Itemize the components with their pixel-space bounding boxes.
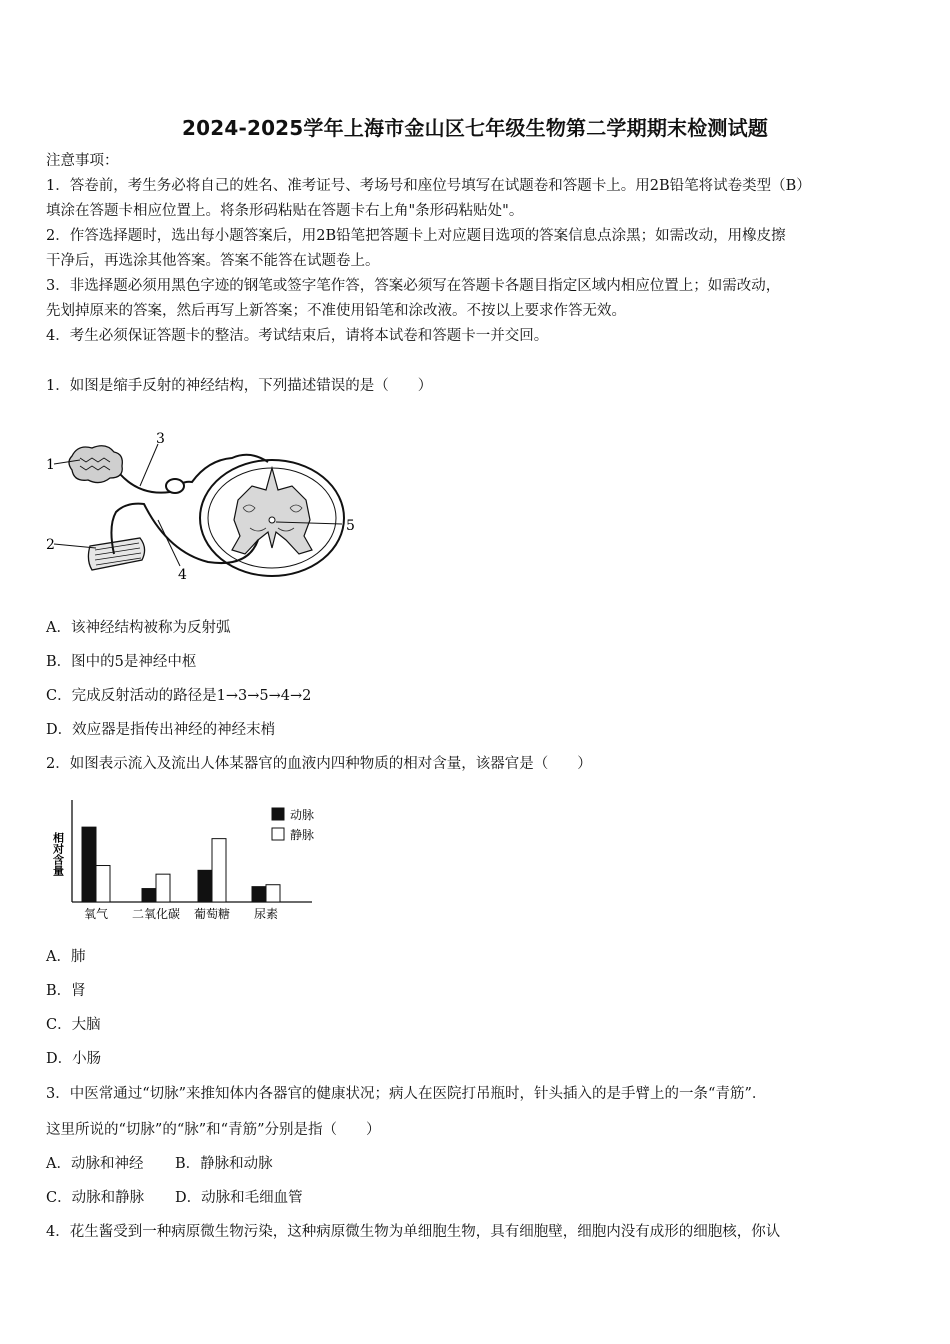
x-tick-label: 尿素 (253, 907, 279, 921)
notice-line: 3．非选择题必须用黑色字迹的钢笔或签字笔作答，答案必须写在答题卡各题目指定区域内相应位置上；如需改动， (46, 278, 781, 294)
legend-label: 静脉 (290, 828, 315, 842)
question-4-stem: 4．花生酱受到一种病原微生物污染，这种病原微生物为单细胞生物，具有细胞壁，细胞内没有成形的细胞核，你认 (46, 1224, 781, 1240)
effector-icon (88, 538, 144, 570)
reflex-arc-figure (40, 428, 370, 588)
legend-swatch (272, 828, 284, 840)
x-tick-label: 葡萄糖 (193, 907, 231, 921)
legend-label: 动脉 (290, 808, 315, 822)
question-2-stem: 2．如图表示流入及流出人体某器官的血液内四种物质的相对含量，该器官是（ ） (46, 756, 592, 772)
question-1-option-b: B．图中的5是神经中枢 (46, 654, 197, 670)
notice-heading: 注意事项： (46, 153, 119, 169)
question-1-option-d: D．效应器是指传出神经的神经末梢 (46, 722, 276, 738)
question-2-option-b: B．肾 (46, 983, 86, 999)
legend-swatch (272, 808, 284, 820)
question-1-option-a: A．该神经结构被称为反射弧 (46, 620, 231, 636)
notice-line: 2．作答选择题时，选出每小题答案后，用2B铅笔把答题卡上对应题目选项的答案信息点涂黑；如需改动，用橡皮擦 (46, 228, 786, 244)
y-axis-label: 相对含量 (51, 832, 65, 876)
notice-line: 填涂在答题卡相应位置上。将条形码粘贴在答题卡右上角"条形码粘贴处"。 (46, 203, 524, 219)
pointer-line (140, 444, 158, 486)
question-2-option-a: A．肺 (46, 949, 86, 965)
sensory-neuron-path (120, 455, 268, 493)
label-5: 5 (346, 518, 355, 534)
label-4: 4 (178, 567, 187, 583)
page-title: 2024-2025学年上海市金山区七年级生物第二学期期末检测试题 (181, 116, 769, 140)
bar-vein-1 (156, 874, 170, 902)
question-2-option-d: D．小肠 (46, 1051, 102, 1067)
bar-vein-3 (266, 885, 280, 902)
bar-artery-2 (198, 870, 212, 902)
x-tick-label: 二氧化碳 (131, 907, 181, 921)
question-3-option-a: A．动脉和神经 (46, 1156, 144, 1172)
label-2: 2 (46, 537, 55, 553)
question-1-option-c: C．完成反射活动的路径是1→3→5→4→2 (46, 688, 312, 704)
question-3-option-b: B．静脉和动脉 (175, 1156, 273, 1172)
ganglion-icon (166, 479, 184, 493)
label-1: 1 (46, 457, 55, 473)
bar-artery-1 (142, 889, 156, 902)
question-2-option-c: C．大脑 (46, 1017, 101, 1033)
spinal-cord-icon (200, 460, 344, 576)
notice-line: 1．答卷前，考生务必将自己的姓名、准考证号、考场号和座位号填写在试题卷和答题卡上。用2B铅笔将试卷类型（B） (46, 178, 811, 194)
question-1-stem: 1．如图是缩手反射的神经结构，下列描述错误的是（ ） (46, 378, 433, 394)
notice-line: 先划掉原来的答案，然后再写上新答案；不准使用铅笔和涂改液。不按以上要求作答无效。 (46, 303, 626, 319)
question-3-option-c: C．动脉和静脉 (46, 1190, 145, 1206)
label-3: 3 (156, 431, 165, 447)
bar-artery-0 (82, 827, 96, 902)
pointer-line (158, 520, 180, 566)
notice-line: 4．考生必须保证答题卡的整洁。考试结束后，请将本试卷和答题卡一并交回。 (46, 328, 549, 344)
x-tick-label: 氧气 (83, 907, 109, 921)
question-3-option-d: D．动脉和毛细血管 (175, 1190, 303, 1206)
question-3-stem: 3．中医常通过“切脉”来推知体内各器官的健康状况；病人在医院打吊瓶时，针头插入的是手臂上的一条“青筋”． (46, 1086, 767, 1102)
blood-substance-bar-chart (44, 796, 334, 928)
bar-vein-0 (96, 866, 110, 902)
bar-artery-3 (252, 887, 266, 902)
question-3-stem-cont: 这里所说的“切脉”的“脉”和“青筋”分别是指（ ） (46, 1122, 381, 1138)
bar-vein-2 (212, 839, 226, 902)
receptor-icon (69, 446, 122, 483)
notice-line: 干净后，再选涂其他答案。答案不能答在试题卷上。 (46, 253, 380, 269)
